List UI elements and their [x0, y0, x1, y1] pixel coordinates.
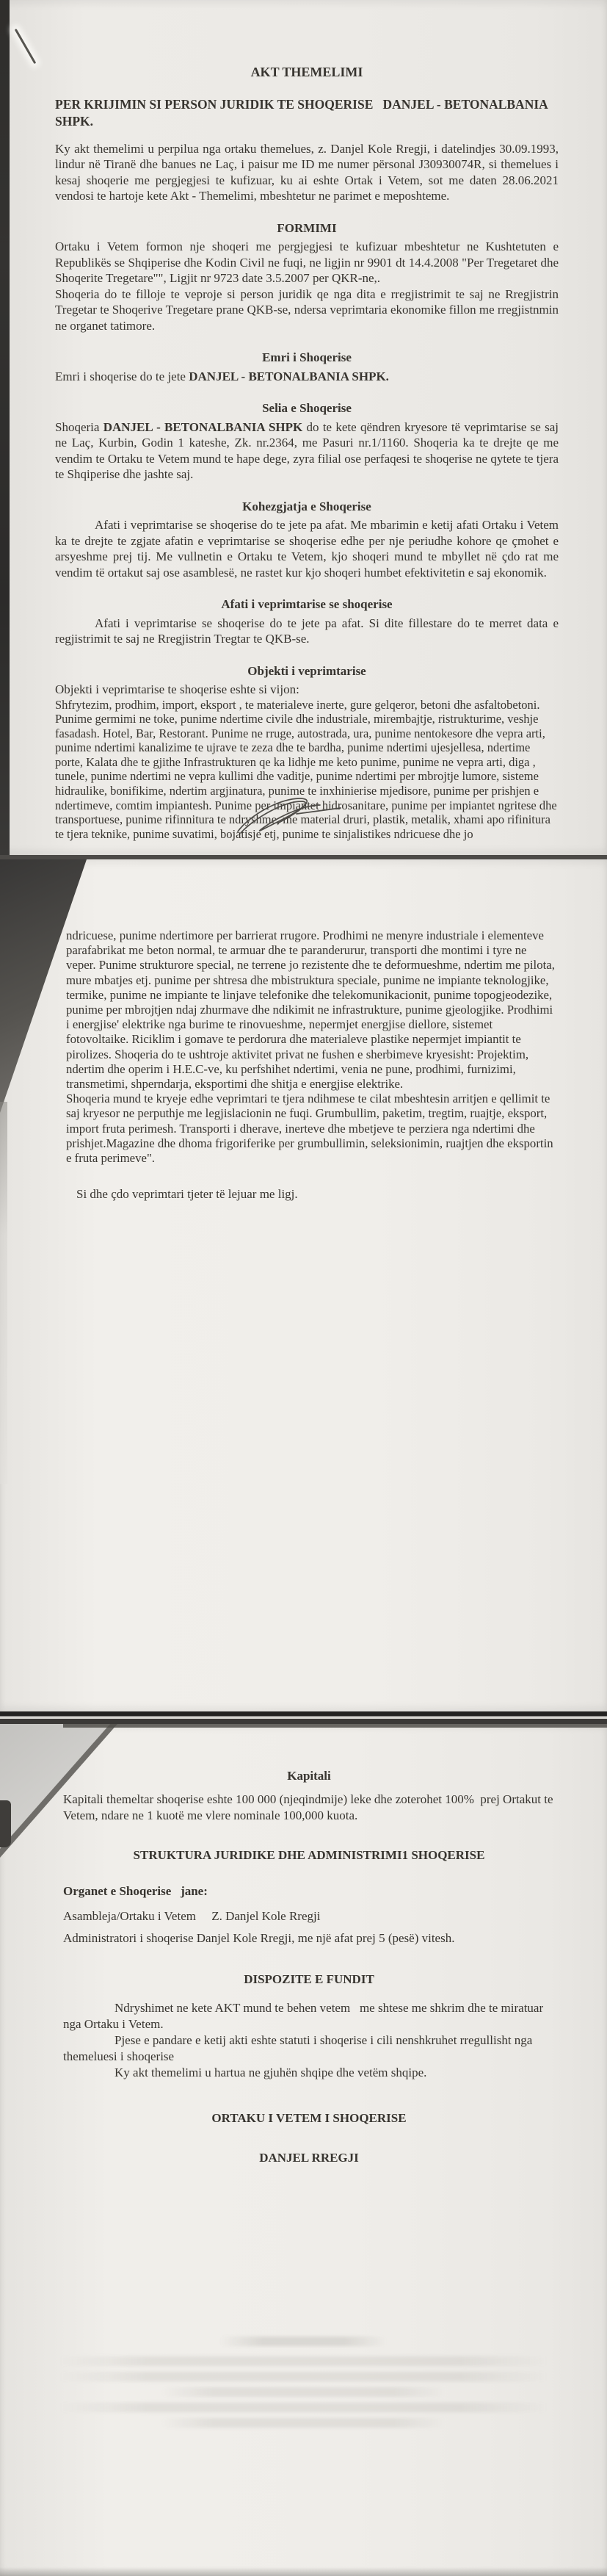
scan-bottom-edge [0, 2567, 607, 2576]
section-heading-formimi: FORMIMI [277, 220, 337, 235]
smudge-line [59, 2403, 548, 2412]
paragraph-objekti: Shfrytezim, prodhim, import, eksport , te materialeve inerte, gure gelqeror, betoni dhe asfaltobetoni. Punime germimi ne toke, punime ndertime civile dhe industriale, mirembajtje, ristrukturime, veshje fasadash. Hotel, Bar, Restorant. Punime ne rruge, autostrada, ura, punime nentokesore dhe vepra arti, punime ndertimi kanalizime te ujrave te zeza dhe te bardha, punime ndertimi ujesjellesa, ndertime porte, Kalata dhe te gjithe Infrastrukturen qe ka lidhje me keto punime, punime ne vepra arti, diga , tunele, punime ndertimi ne vepra kullimi dhe vaditje, punime ndertimi per mbrojtje lumore, sisteme hidraulike, bonifikime, ndertim argjinatura, punime te inxhinierise mjedisore, punime per prishjen e ndertimeve, comtim impiantesh. Punime per impiantet hidrosanitare, punime per impiantet ngritese dhe transportuese, punime rifinnitura te ndryshme, me material druri, plastik, metalik, xhami apo rifinitura te tjera teknike, punime suvatimi, bojatisje etj, punime te sinjalistikes ndricuese dhe jo [55, 697, 557, 841]
selia-prefix: Shoqeria [55, 419, 103, 434]
section-heading-kapitali: Kapitali [287, 1769, 331, 1783]
section-heading-afati: Afati i veprimtarise se shoqerise [221, 597, 393, 611]
paragraph-formimi-2: Shoqeria do te filloje te veproje si person juridik qe nga dita e rregjistrimit te saj ne Rregjistrin Tregetar te Shoqerive Tregetare prane QKB-se, ndersa veprimtaria ekonomike fillon me rregjistnmin ne organet tatimore. [55, 286, 559, 333]
paragraph-ligji: Si dhe çdo veprimtari tjeter të lejuar me ligj. [76, 1187, 298, 1202]
staple-mark [15, 29, 37, 64]
paragraph-emri [55, 369, 559, 385]
smudge-line [59, 2356, 548, 2366]
paragraph-ndihmese: Shoqeria mund te kryeje edhe veprimtari te tjera ndihmese te cilat mbeshtesin arritjen e qellimit te saj kryesor ne perputhje me legjislacionin ne fuqi. Grumbullim, paketim, tregtim, ruajtje, eksport, import fruta perimesh. Transporti i dherave, inerteve dhe mbetjeve te perziera nga ndertimi dhe prishjet.Magazine dhe dhoma frigoriferike per grumbullimin, seleksionimin, ruajtjen dhe eksportin e fruta perimeve". [66, 1092, 553, 1166]
page-separator-2 [0, 1711, 607, 1724]
paragraph-kohezgjatja: Afati i veprimtarise se shoqerise do te jete pa afat. Me mbarimin e ketij afati Ortaku i Vetem ka te drejte te zgjate afatin e veprimtarise se shoqerise edhe per nje periudhe kohore qe çmohet e arsyeshme prej tij. Me vullnetin e Ortaku te Vetem, kjo shoqeri mund te mbyllet në çdo rat me vendim të ortakut saj ose asamblesë, ne rastet kur kjo shoqeri humbet efektivitetin e saj ekonomik. [55, 518, 559, 580]
company-name-selia: DANJEL - BETONALBANIA SHPK [103, 419, 303, 434]
paragraph-ndryshimet: Ndryshimet ne kete AKT mund te behen vetem me shtese me shkrim dhe te miratuar nga Ortaku i Vetem. [63, 2001, 547, 2031]
paragraph-afati: Afati i veprimtarise se shoqerise do te jete pa afat. Si dite fillestare do te merret data e regjistrimit te saj ne Rregjistrin Tregtar te QKB-se. [55, 616, 559, 646]
page-1 [0, 0, 607, 855]
paragraph-gjuha: Ky akt themelimi u hartua ne gjuhën shqipe dhe vetëm shqipe. [115, 2066, 427, 2079]
section-heading-dispozite: DISPOZITE E FUNDIT [244, 1971, 374, 1986]
smudge-line [161, 2418, 446, 2428]
page-1-content [55, 0, 559, 841]
section-heading-selia: Selia e Shoqerise [262, 401, 352, 415]
smudge-line [161, 2387, 446, 2397]
paragraph-asambleja: Asambleja/Ortaku i Vetem Z. Danjel Kole Rregji [63, 1908, 321, 1923]
scan-edge-shadow [0, 0, 10, 855]
page-3-content [63, 1724, 555, 2165]
paragraph-objekti-intro: Objekti i veprimtarise te shoqerise eshte si vijon: [55, 682, 299, 696]
paragraph-formimi-1: Ortaku i Vetem formon nje shoqeri me pergjegjesi te kufizuar mbeshtetur ne Kushtetuten e Republikës se Shqiperise dhe Kodin Civil ne fuqi, ne ligjin nr 9901 dt 14.4.2008 "Per Tregetaret dhe Shoqerite Tregetare"", Ligjit nr 9723 date 3.5.2007 per QKR-ne,. [55, 239, 559, 285]
paragraph-selia [55, 419, 559, 483]
section-heading-emri: Emri i Shoqerise [262, 350, 352, 364]
doc-title: AKT THEMELIMI [250, 65, 363, 79]
signer-name: DANJEL RREGJI [259, 2150, 359, 2165]
scan-edge-shadow-2 [0, 1102, 7, 1484]
scan-blob [0, 1800, 11, 1847]
paragraph-objekti-cont: ndricuese, punime ndertimore per barrierat rrugore. Prodhimi ne menyre industriale i elementeve parafabrikat me beton normal, te armuar dhe te paranderurur, transporti dhe montimi i tyre ne veper. Punime strukturore special, ne terrene jo rezistente dhe te deformueshme, ndertim me pilota, mure mbatjes etj. punime per shtresa dhe mbistruktura speciale, punime ne impiante teknologjike, termike, punime ne impiante te linjave telefonike dhe telekomunikacionit, punime topogjeodezike, punime per mbrojtjen ndaj zhurmave dhe ndikimit ne infrastrukture, punime gjeologjike. Prodhimi i energjise' elektrike nga burime te rinovueshme, nepermjet energjise diellore, sistemet fotovoltaike. Riciklim i gomave te perdorura dhe materialeve plastike nepermjet impiantit te pirolizes. Shoqeria do te ushtroje aktivitet privat ne fushen e sherbimeve kryesisht: Projektim, ndertim dhe operim i H.E.C-ve, ku perfshihet ndertimi, venia ne pune, prodhimi, furnizimi, transmetimi, shperndarja, eksportimi dhe shitja e energjise elektrike. [66, 928, 555, 1092]
company-name: DANJEL - BETONALBANIA SHPK. [189, 369, 389, 383]
section-heading-kohezgjatja: Kohezgjatja e Shoqerise [242, 499, 371, 513]
doc-subtitle: PER KRIJIMIN SI PERSON JURIDIK TE SHOQERISE DANJEL - BETONALBANIA SHPK. [55, 96, 551, 129]
section-heading-struktura: STRUKTURA JURIDIKE DHE ADMINISTRIMI1 SHOQERISE [133, 1847, 485, 1862]
page-2 [0, 859, 607, 1711]
paragraph-pjese: Pjese e pandare e ketij akti eshte statuti i shoqerise i cili nenshkruhet rregullisht nga themeluesi i shoqerise [63, 2033, 533, 2063]
section-heading-objekti: Objekti i veprimtarise [247, 663, 366, 678]
heading-ortaku-i-vetem: ORTAKU I VETEM I SHOQERISE [211, 2111, 407, 2125]
paragraph-organet: Organet e Shoqerise jane: [63, 1884, 208, 1898]
smudge-line [59, 2372, 548, 2381]
emri-prefix: Emri i shoqerise do te jete [55, 369, 189, 383]
smudge-line [220, 2337, 387, 2346]
paragraph-intro: Ky akt themelimi u perpilua nga ortaku themelues, z. Danjel Kole Rregji, i datelindjes 30.09.1993, lindur në Tiranë dhe banues ne Laç, i paisur me ID me numer përsonal J30930074R, si themelues i kesaj shoqerie me pergjegjesi te kufizuar, ku ai eshte Ortak i Vetem, sot me daten 28.06.2021 vendosi te hartoje kete Akt - Themelimi, mbeshtetur ne parimet e meposhteme. [55, 141, 559, 203]
paragraph-kapitali: Kapitali themeltar shoqerise eshte 100 000 (njeqindmije) leke dhe zoterohet 100% prej Ortakut te Vetem, ndare ne 1 kuotë me vlere nominale 100,000 kuota. [63, 1792, 556, 1822]
selia-rest: do te kete qëndren kryesore të veprimtarise se saj ne Laç, Kurbin, Godin 1 kateshe, Zk. nr.2364, me Pasuri nr.1/1160. Shoqeria ka te drejte qe me vendim te Ortaku te Vetem mund te hape dege, zyra filial ose perfaqesi te shoqerise ne qytete te tjera te Shqiperise dhe jashte saj. [55, 419, 559, 481]
page-2-content [66, 859, 555, 1202]
bleed-through-smudge [51, 2326, 556, 2434]
paragraph-administratori: Administratori i shoqerise Danjel Kole Rregji, me një afat prej 5 (pesë) vitesh. [63, 1931, 455, 1945]
signature-page1 [233, 792, 344, 839]
page-3 [0, 1724, 607, 2576]
